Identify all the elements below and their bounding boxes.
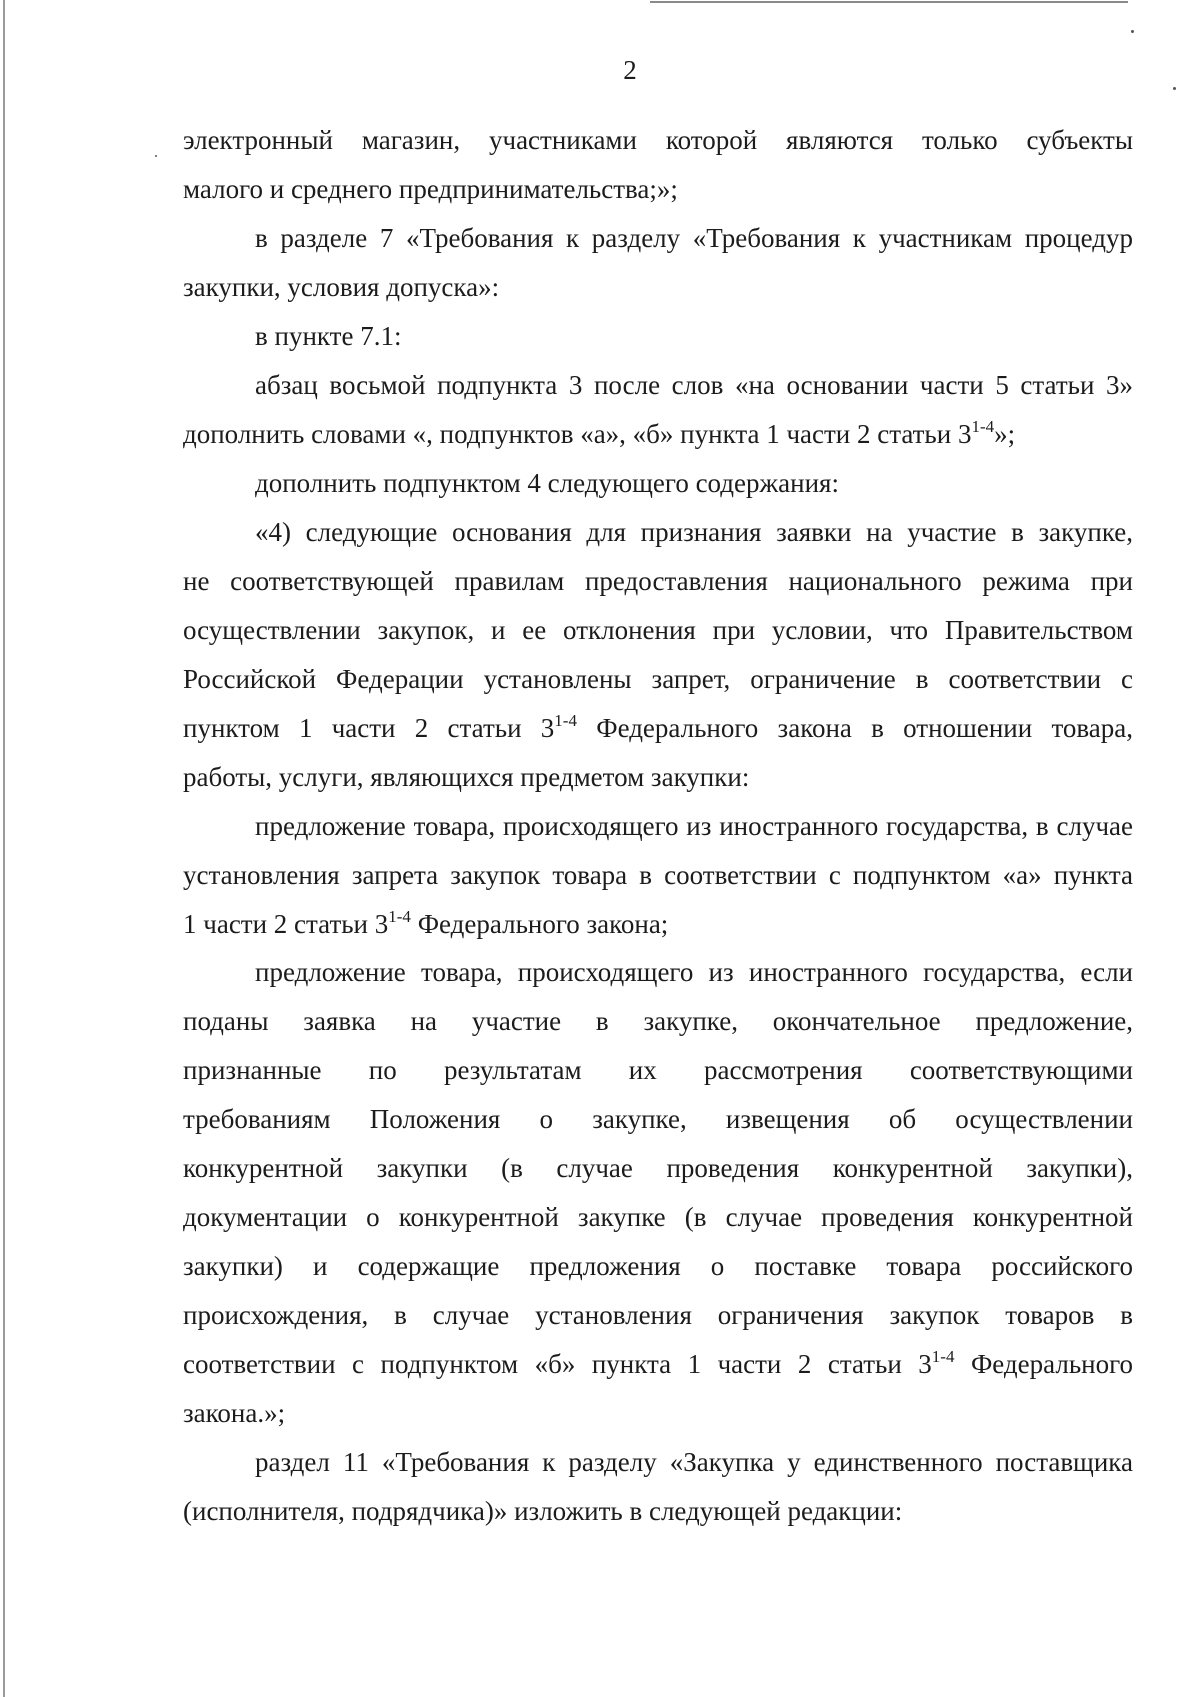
paragraph [183, 361, 1133, 459]
text-line: работы, услуги, являющихся предметом закупки: [183, 762, 750, 792]
scan-speck [1173, 87, 1176, 90]
text-line: в пункте 7.1: [255, 321, 402, 351]
scan-top-edge [650, 1, 1128, 3]
text-line: предложение товара, происходящего из иностранного государства, в случае [255, 811, 1133, 841]
paragraph [183, 948, 1133, 1438]
superscript: 1-4 [554, 711, 577, 730]
superscript: 1-4 [931, 1347, 955, 1366]
text-fragment: соответствии с подпунктом «б» пункта 1 части 2 статьи 3 [183, 1349, 932, 1379]
text-line: требованиям Положения о закупке, извещения об осуществлении [183, 1104, 1133, 1134]
text-line: в разделе 7 «Требования к разделу «Требования к участникам процедур [255, 223, 1133, 253]
paragraph [183, 116, 1133, 214]
text-line: осуществлении закупок, и ее отклонения при условии, что Правительством [183, 615, 1133, 645]
text-line: дополнить подпунктом 4 следующего содержания: [255, 468, 839, 498]
text-line: раздел 11 «Требования к разделу «Закупка у единственного поставщика [255, 1447, 1133, 1477]
text-fragment: »; [994, 419, 1016, 449]
paragraph [183, 508, 1133, 802]
text-line: установления запрета закупок товара в соответствии с подпунктом «а» пункта [183, 860, 1133, 890]
text-line: Российской Федерации установлены запрет, ограничение в соответствии с [183, 664, 1133, 694]
text-line: конкурентной закупки (в случае проведения конкурентной закупки), [183, 1153, 1133, 1183]
text-line: происхождения, в случае установления ограничения закупок товаров в [183, 1300, 1133, 1330]
scan-speck [155, 155, 157, 157]
text-line [183, 704, 1133, 753]
text-line [183, 900, 1133, 949]
text-line: малого и среднего предпринимательства;»; [183, 174, 678, 204]
text-line: закупки) и содержащие предложения о поставке товара российского [183, 1251, 1133, 1281]
text-fragment: 1 части 2 статьи 3 [183, 909, 389, 939]
text-fragment: дополнить словами «, подпунктов «а», «б» пункта 1 части 2 статьи 3 [183, 419, 972, 449]
superscript: 1-4 [388, 907, 411, 926]
scan-speck [1131, 30, 1134, 33]
text-line: абзац восьмой подпункта 3 после слов «на основании части 5 статьи 3» [255, 370, 1133, 400]
scan-left-edge [3, 0, 5, 1697]
paragraph [183, 214, 1133, 312]
text-line [183, 410, 1133, 459]
text-line: признанные по результатам их рассмотрения соответствующими [183, 1055, 1133, 1085]
page-number: 2 [623, 55, 637, 85]
text-fragment: Федерального [954, 1349, 1133, 1379]
text-line: закупки, условия допуска»: [183, 272, 500, 302]
text-line: документации о конкурентной закупке (в случае проведения конкурентной [183, 1202, 1133, 1232]
text-fragment: Федерального закона; [410, 909, 669, 939]
text-line: (исполнителя, подрядчика)» изложить в следующей редакции: [183, 1496, 903, 1526]
text-line: предложение товара, происходящего из иностранного государства, если [255, 957, 1133, 987]
text-line: закона.»; [183, 1398, 286, 1428]
superscript: 1-4 [971, 417, 995, 436]
text-fragment: Федерального закона в отношении товара, [576, 713, 1134, 743]
paragraph [183, 1438, 1133, 1536]
text-line: поданы заявка на участие в закупке, окончательное предложение, [183, 1006, 1133, 1036]
text-line: электронный магазин, участниками которой являются только субъекты [183, 125, 1133, 155]
text-line [183, 1340, 1133, 1389]
paragraph [183, 312, 1133, 361]
text-line: «4) следующие основания для признания заявки на участие в закупке, [255, 517, 1133, 547]
paragraph [183, 802, 1133, 949]
text-line: не соответствующей правилам предоставления национального режима при [183, 566, 1133, 596]
text-fragment: пунктом 1 части 2 статьи 3 [183, 713, 555, 743]
paragraph [183, 459, 1133, 508]
